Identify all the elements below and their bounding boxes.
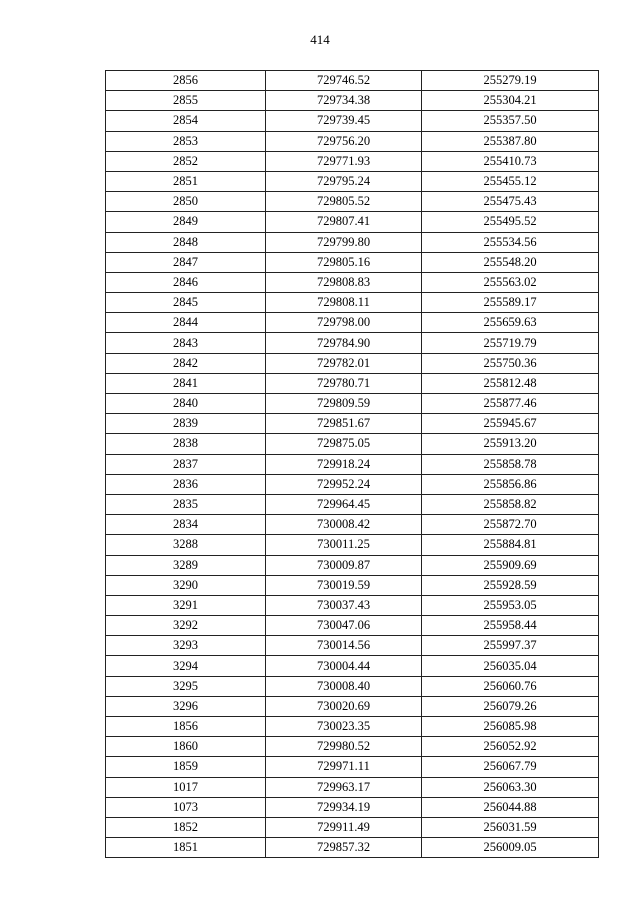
- x-coordinate-cell: 729809.59: [266, 394, 422, 414]
- y-coordinate-cell: 255884.81: [422, 535, 599, 555]
- table-row: [106, 777, 599, 797]
- y-coordinate-cell: 255953.05: [422, 595, 599, 615]
- x-coordinate-cell: 729805.52: [266, 192, 422, 212]
- point-id-cell: 2838: [106, 434, 266, 454]
- x-coordinate-cell: 729799.80: [266, 232, 422, 252]
- point-id-cell: 1856: [106, 717, 266, 737]
- point-id-cell: 2843: [106, 333, 266, 353]
- x-coordinate-cell: 729911.49: [266, 817, 422, 837]
- y-coordinate-cell: 255563.02: [422, 272, 599, 292]
- table-row: [106, 555, 599, 575]
- table-row: [106, 595, 599, 615]
- y-coordinate-cell: 255958.44: [422, 616, 599, 636]
- x-coordinate-cell: 729746.52: [266, 71, 422, 91]
- point-id-cell: 2847: [106, 252, 266, 272]
- point-id-cell: 1860: [106, 737, 266, 757]
- x-coordinate-cell: 730011.25: [266, 535, 422, 555]
- table-row: [106, 232, 599, 252]
- point-id-cell: 2852: [106, 151, 266, 171]
- table-row: [106, 71, 599, 91]
- x-coordinate-cell: 729851.67: [266, 414, 422, 434]
- table-row: [106, 131, 599, 151]
- x-coordinate-cell: 730014.56: [266, 636, 422, 656]
- y-coordinate-cell: 256052.92: [422, 737, 599, 757]
- point-id-cell: 2854: [106, 111, 266, 131]
- point-id-cell: 3294: [106, 656, 266, 676]
- x-coordinate-cell: 729875.05: [266, 434, 422, 454]
- table-row: [106, 313, 599, 333]
- x-coordinate-cell: 729805.16: [266, 252, 422, 272]
- x-coordinate-cell: 729980.52: [266, 737, 422, 757]
- x-coordinate-cell: 729739.45: [266, 111, 422, 131]
- x-coordinate-cell: 729971.11: [266, 757, 422, 777]
- point-id-cell: 2837: [106, 454, 266, 474]
- table-row: [106, 151, 599, 171]
- x-coordinate-cell: 730047.06: [266, 616, 422, 636]
- x-coordinate-cell: 729734.38: [266, 91, 422, 111]
- x-coordinate-cell: 730009.87: [266, 555, 422, 575]
- table-row: [106, 192, 599, 212]
- table-body: [106, 71, 599, 858]
- table-row: [106, 616, 599, 636]
- y-coordinate-cell: 255945.67: [422, 414, 599, 434]
- y-coordinate-cell: 255304.21: [422, 91, 599, 111]
- y-coordinate-cell: 255387.80: [422, 131, 599, 151]
- point-id-cell: 2855: [106, 91, 266, 111]
- x-coordinate-cell: 729807.41: [266, 212, 422, 232]
- y-coordinate-cell: 255659.63: [422, 313, 599, 333]
- point-id-cell: 2836: [106, 474, 266, 494]
- table-row: [106, 353, 599, 373]
- table-row: [106, 494, 599, 514]
- y-coordinate-cell: 255357.50: [422, 111, 599, 131]
- point-id-cell: 2851: [106, 171, 266, 191]
- y-coordinate-cell: 255410.73: [422, 151, 599, 171]
- point-id-cell: 1859: [106, 757, 266, 777]
- page-number: 414: [310, 32, 330, 47]
- point-id-cell: 3293: [106, 636, 266, 656]
- table-row: [106, 757, 599, 777]
- y-coordinate-cell: 255997.37: [422, 636, 599, 656]
- x-coordinate-cell: 729795.24: [266, 171, 422, 191]
- point-id-cell: 1851: [106, 838, 266, 858]
- table-row: [106, 91, 599, 111]
- table-row: [106, 838, 599, 858]
- y-coordinate-cell: 256067.79: [422, 757, 599, 777]
- point-id-cell: 2853: [106, 131, 266, 151]
- y-coordinate-cell: 255856.86: [422, 474, 599, 494]
- y-coordinate-cell: 255548.20: [422, 252, 599, 272]
- table-row: [106, 474, 599, 494]
- table-row: [106, 737, 599, 757]
- y-coordinate-cell: 256085.98: [422, 717, 599, 737]
- point-id-cell: 2840: [106, 394, 266, 414]
- table-row: [106, 636, 599, 656]
- table-row: [106, 252, 599, 272]
- point-id-cell: 1852: [106, 817, 266, 837]
- point-id-cell: 3292: [106, 616, 266, 636]
- y-coordinate-cell: 256009.05: [422, 838, 599, 858]
- y-coordinate-cell: 255455.12: [422, 171, 599, 191]
- point-id-cell: 3291: [106, 595, 266, 615]
- x-coordinate-cell: 729784.90: [266, 333, 422, 353]
- x-coordinate-cell: 729782.01: [266, 353, 422, 373]
- table-row: [106, 797, 599, 817]
- table-row: [106, 575, 599, 595]
- y-coordinate-cell: 255913.20: [422, 434, 599, 454]
- x-coordinate-cell: 729771.93: [266, 151, 422, 171]
- table-row: [106, 535, 599, 555]
- point-id-cell: 2844: [106, 313, 266, 333]
- point-id-cell: 3290: [106, 575, 266, 595]
- point-id-cell: 3295: [106, 676, 266, 696]
- y-coordinate-cell: 255909.69: [422, 555, 599, 575]
- y-coordinate-cell: 255858.82: [422, 494, 599, 514]
- y-coordinate-cell: 255812.48: [422, 373, 599, 393]
- point-id-cell: 1017: [106, 777, 266, 797]
- x-coordinate-cell: 730008.42: [266, 515, 422, 535]
- x-coordinate-cell: 729808.11: [266, 293, 422, 313]
- y-coordinate-cell: 255475.43: [422, 192, 599, 212]
- point-id-cell: 2856: [106, 71, 266, 91]
- x-coordinate-cell: 730019.59: [266, 575, 422, 595]
- coordinates-table: [105, 70, 599, 858]
- point-id-cell: 2846: [106, 272, 266, 292]
- table-row: [106, 293, 599, 313]
- table-row: [106, 717, 599, 737]
- y-coordinate-cell: 255279.19: [422, 71, 599, 91]
- y-coordinate-cell: 255750.36: [422, 353, 599, 373]
- y-coordinate-cell: 255534.56: [422, 232, 599, 252]
- y-coordinate-cell: 256031.59: [422, 817, 599, 837]
- x-coordinate-cell: 729952.24: [266, 474, 422, 494]
- x-coordinate-cell: 729857.32: [266, 838, 422, 858]
- y-coordinate-cell: 255928.59: [422, 575, 599, 595]
- y-coordinate-cell: 256063.30: [422, 777, 599, 797]
- point-id-cell: 2850: [106, 192, 266, 212]
- x-coordinate-cell: 730004.44: [266, 656, 422, 676]
- x-coordinate-cell: 729964.45: [266, 494, 422, 514]
- y-coordinate-cell: 256035.04: [422, 656, 599, 676]
- table-row: [106, 434, 599, 454]
- x-coordinate-cell: 729798.00: [266, 313, 422, 333]
- x-coordinate-cell: 730023.35: [266, 717, 422, 737]
- x-coordinate-cell: 729918.24: [266, 454, 422, 474]
- y-coordinate-cell: 256060.76: [422, 676, 599, 696]
- x-coordinate-cell: 730037.43: [266, 595, 422, 615]
- table-row: [106, 656, 599, 676]
- table-row: [106, 111, 599, 131]
- table-row: [106, 676, 599, 696]
- table-row: [106, 373, 599, 393]
- point-id-cell: 2848: [106, 232, 266, 252]
- y-coordinate-cell: 256079.26: [422, 696, 599, 716]
- x-coordinate-cell: 730008.40: [266, 676, 422, 696]
- point-id-cell: 3296: [106, 696, 266, 716]
- y-coordinate-cell: 256044.88: [422, 797, 599, 817]
- point-id-cell: 2835: [106, 494, 266, 514]
- table-row: [106, 454, 599, 474]
- point-id-cell: 2845: [106, 293, 266, 313]
- table-row: [106, 394, 599, 414]
- point-id-cell: 2849: [106, 212, 266, 232]
- table-row: [106, 414, 599, 434]
- point-id-cell: 1073: [106, 797, 266, 817]
- x-coordinate-cell: 730020.69: [266, 696, 422, 716]
- x-coordinate-cell: 729934.19: [266, 797, 422, 817]
- table-row: [106, 696, 599, 716]
- point-id-cell: 2834: [106, 515, 266, 535]
- y-coordinate-cell: 255495.52: [422, 212, 599, 232]
- point-id-cell: 2841: [106, 373, 266, 393]
- y-coordinate-cell: 255877.46: [422, 394, 599, 414]
- table-row: [106, 272, 599, 292]
- x-coordinate-cell: 729808.83: [266, 272, 422, 292]
- table-row: [106, 212, 599, 232]
- x-coordinate-cell: 729963.17: [266, 777, 422, 797]
- point-id-cell: 2842: [106, 353, 266, 373]
- point-id-cell: 2839: [106, 414, 266, 434]
- x-coordinate-cell: 729756.20: [266, 131, 422, 151]
- y-coordinate-cell: 255719.79: [422, 333, 599, 353]
- table-row: [106, 515, 599, 535]
- table-row: [106, 817, 599, 837]
- point-id-cell: 3289: [106, 555, 266, 575]
- y-coordinate-cell: 255589.17: [422, 293, 599, 313]
- x-coordinate-cell: 729780.71: [266, 373, 422, 393]
- y-coordinate-cell: 255872.70: [422, 515, 599, 535]
- table-row: [106, 171, 599, 191]
- table-row: [106, 333, 599, 353]
- y-coordinate-cell: 255858.78: [422, 454, 599, 474]
- point-id-cell: 3288: [106, 535, 266, 555]
